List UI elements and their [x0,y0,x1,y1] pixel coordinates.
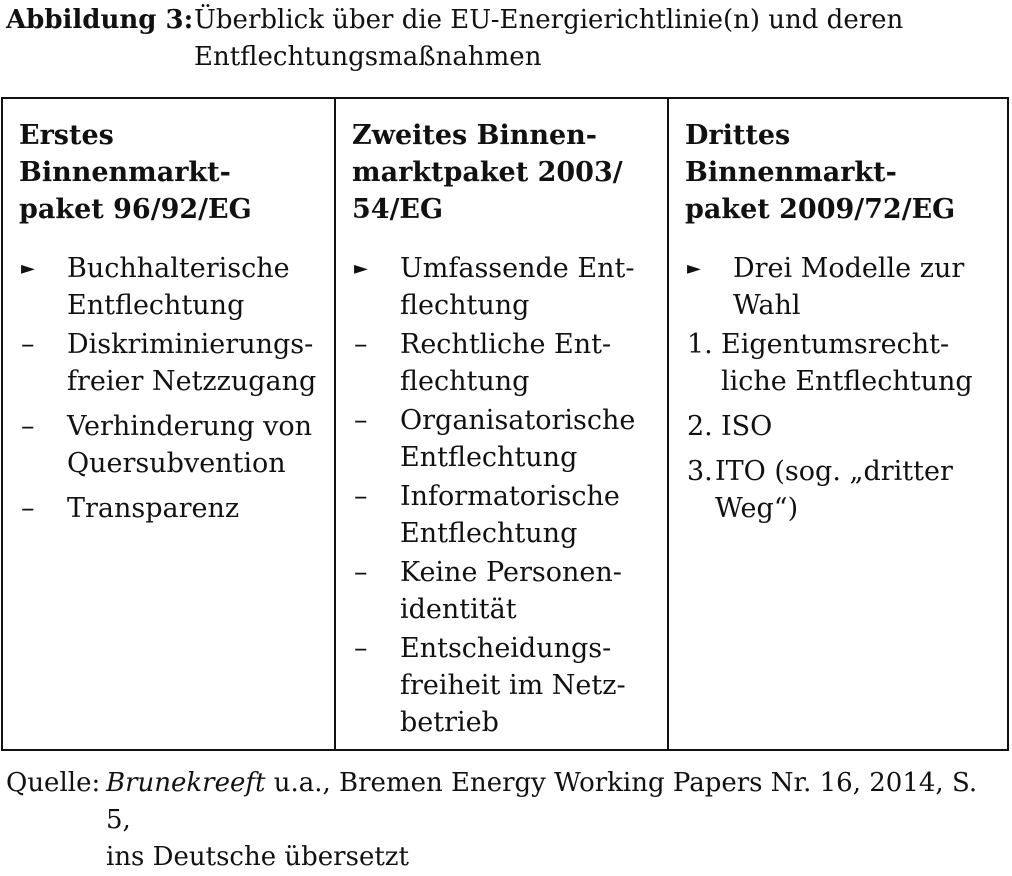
overview-table [1,97,1009,751]
list-item [19,326,318,400]
item-line: Eigentumsrecht- [721,329,950,360]
measure-list [685,250,991,324]
list-item [19,250,318,324]
column-title-line: paket 96/92/EG [19,194,252,225]
source-author: Brunekreeft [106,768,266,798]
item-line: Diskriminierungs- [67,329,314,360]
list-item [352,478,651,552]
item-line: Rechtliche Ent- [400,329,612,360]
dash-bullet: – [354,633,368,664]
column-title-line: Zweites Binnen- [352,120,597,151]
list-item [685,453,991,527]
item-line: Umfassende Ent- [400,253,635,284]
item-line: Entscheidungs- [400,633,612,664]
item-line: Entflechtung [400,442,578,473]
column-title-line: Erstes Binnenmarkt- [19,120,231,188]
item-line: Weg“) [715,493,799,524]
item-line: flechtung [400,366,530,397]
source-label: Quelle: [6,768,101,798]
list-number: 2. [687,411,713,442]
item-line: Verhinderung von [67,411,313,442]
list-number: 3. [687,456,713,487]
column-title [685,117,991,228]
caption-line-2: Entflechtungsmaßnahmen [194,42,542,72]
source-text [106,765,1006,876]
list-item [685,250,991,324]
item-line: flechtung [400,290,530,321]
caption-line-1: Überblick über die EU-Energierichtlinie(n) und deren [194,5,904,35]
column-title [352,117,651,228]
item-line: Quersubvention [67,448,286,479]
dash-bullet: – [354,557,368,588]
list-item [352,250,651,324]
dash-bullet: – [21,493,35,524]
column-first-package [3,99,336,749]
item-line: ITO (sog. „dritter [715,456,953,487]
column-second-package [336,99,669,749]
item-line: ISO [721,411,773,442]
list-item [685,326,991,400]
dash-bullet: – [354,329,368,360]
source-citation: u.a., Bremen Energy Working Papers Nr. 16, 2014, S. 5, [106,768,978,835]
dash-bullet: – [21,329,35,360]
item-line: Entflechtung [400,518,578,549]
source-line-1 [106,765,1006,839]
item-line: identität [400,594,517,625]
caption-label: Abbildung 3: [6,5,194,35]
triangle-bullet-icon: ► [354,258,368,279]
list-number: 1. [687,329,713,360]
item-line: Organisatorische [400,405,636,436]
item-line: Transparenz [67,493,240,524]
list-item [19,408,318,482]
item-line: Informatorische [400,481,620,512]
list-item [352,326,651,400]
caption-text [194,2,994,76]
measure-list [19,250,318,527]
triangle-bullet-icon: ► [21,258,35,279]
list-item [352,630,651,741]
item-line: Drei Modelle zur [733,253,965,284]
list-item [352,402,651,476]
column-title-line: paket 2009/72/EG [685,194,956,225]
dash-bullet: – [354,481,368,512]
item-line: freier Netzzugang [67,366,317,397]
list-item [19,490,318,527]
model-list [685,326,991,527]
item-line: Buchhalterische [67,253,290,284]
item-line: freiheit im Netz- [400,670,626,701]
dash-bullet: – [354,405,368,436]
list-item [685,408,991,445]
item-line: liche Entflechtung [721,366,973,397]
triangle-bullet-icon: ► [687,258,701,279]
list-item [352,554,651,628]
column-third-package [669,99,1007,749]
column-title-line: Drittes Binnenmarkt- [685,120,897,188]
source-line-2: ins Deutsche übersetzt [106,842,409,872]
dash-bullet: – [21,411,35,442]
item-line: Entflechtung [67,290,245,321]
item-line: Keine Personen- [400,557,622,588]
measure-list [352,250,651,741]
item-line: Wahl [733,290,801,321]
column-title-line: marktpaket 2003/ [352,157,623,188]
item-line: betrieb [400,707,499,738]
column-title [19,117,318,228]
column-title-line: 54/EG [352,194,444,225]
